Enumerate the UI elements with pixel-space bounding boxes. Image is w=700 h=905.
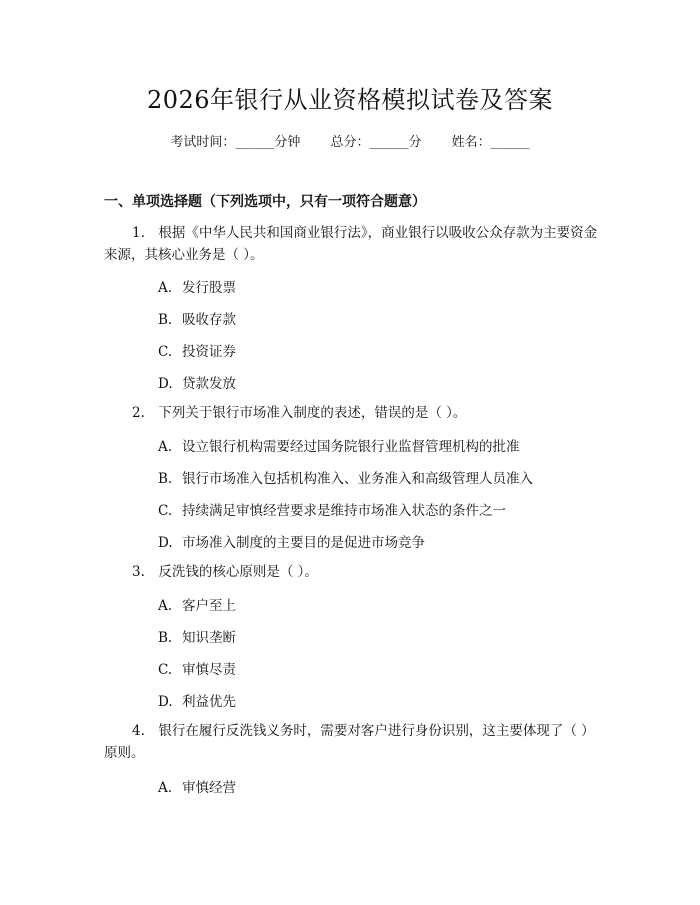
exam-meta xyxy=(0,131,700,150)
q1-option-a xyxy=(158,276,236,296)
option-text: 持续满足审慎经营要求是维持市场准入状态的条件之一 xyxy=(182,503,506,519)
option-letter: D. xyxy=(158,535,173,551)
total-score-field: 总分：______分 xyxy=(330,135,422,150)
option-text: 设立银行机构需要经过国务院银行业监督管理机构的批准 xyxy=(182,439,520,455)
option-text: 发行股票 xyxy=(182,280,236,296)
q3-option-a xyxy=(158,594,236,614)
q2-option-a xyxy=(158,435,520,455)
option-letter: A. xyxy=(158,598,173,614)
q2-option-c xyxy=(158,499,506,519)
q1-option-b xyxy=(158,308,236,328)
option-letter: B. xyxy=(158,630,173,646)
q1-option-c xyxy=(158,340,236,360)
q4-option-a xyxy=(158,776,236,796)
option-text: 客户至上 xyxy=(182,598,236,614)
option-letter: A. xyxy=(158,280,173,296)
option-text: 银行市场准入包括机构准入、业务准入和高级管理人员准入 xyxy=(182,471,533,487)
name-field: 姓名：______ xyxy=(451,135,530,150)
q2-option-b xyxy=(158,467,533,487)
option-letter: C. xyxy=(158,344,173,360)
option-text: 吸收存款 xyxy=(182,312,236,328)
question-3: 3. 反洗钱的核心原则是（ ）。 xyxy=(132,564,318,580)
page-title: 2026年银行从业资格模拟试卷及答案 xyxy=(146,86,554,114)
option-letter: B. xyxy=(158,312,173,328)
option-text: 审慎经营 xyxy=(182,780,236,796)
option-text: 市场准入制度的主要目的是促进市场竞争 xyxy=(182,535,425,551)
q3-option-b xyxy=(158,626,236,646)
exam-time-field: 考试时间：______分钟 xyxy=(170,135,301,150)
option-letter: D. xyxy=(158,376,173,392)
option-text: 知识垄断 xyxy=(182,630,236,646)
option-text: 审慎尽责 xyxy=(182,662,236,678)
option-letter: A. xyxy=(158,780,173,796)
option-text: 投资证券 xyxy=(182,344,236,360)
q3-option-c xyxy=(158,658,236,678)
option-letter: C. xyxy=(158,662,173,678)
option-text: 贷款发放 xyxy=(182,376,236,392)
q1-option-d xyxy=(158,372,236,392)
section-heading: 一、单项选择题（下列选项中，只有一项符合题意） xyxy=(104,194,426,210)
q2-option-d xyxy=(158,531,425,551)
option-letter: C. xyxy=(158,503,173,519)
option-letter: B. xyxy=(158,471,173,487)
option-letter: D. xyxy=(158,694,173,710)
question-4: 4. 银行在履行反洗钱义务时，需要对客户进行身份识别，这主要体现了（ ）原则。 xyxy=(104,723,595,761)
question-2: 2. 下列关于银行市场准入制度的表述，错误的是（ ）。 xyxy=(132,405,467,421)
option-text: 利益优先 xyxy=(182,694,236,710)
option-letter: A. xyxy=(158,439,173,455)
q3-option-d xyxy=(158,690,236,710)
question-1: 1. 根据《中华人民共和国商业银行法》，商业银行以吸收公众存款为主要资金来源，其核心业务是（ ）。 xyxy=(104,225,598,263)
